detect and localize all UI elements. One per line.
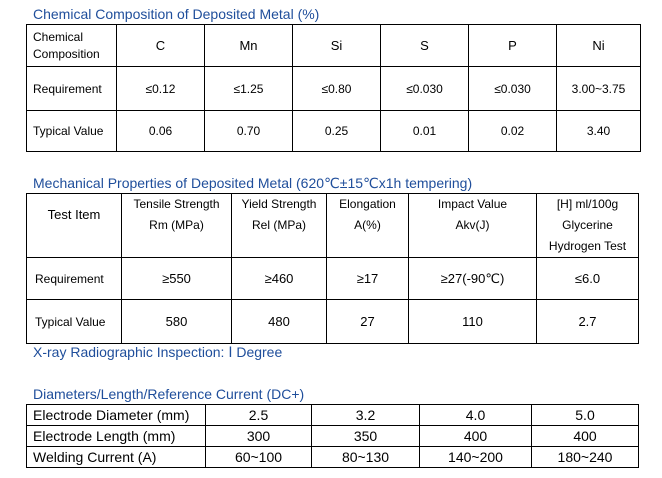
row-label: Electrode Length (mm) (27, 426, 206, 447)
row-label: Requirement (27, 258, 122, 300)
header-line: Rel (MPa) (251, 218, 306, 232)
row-label: Requirement (27, 67, 117, 111)
table-cell: 0.02 (469, 111, 557, 152)
table-header-row (27, 25, 641, 67)
table-cell: 110 (409, 300, 537, 344)
table-cell: 5.0 (532, 405, 639, 426)
table-cell: 400 (420, 426, 532, 447)
table-cell: 3.2 (312, 405, 420, 426)
diameters-table (26, 404, 639, 468)
header-line: [H] ml/100g (556, 197, 619, 211)
table-cell: ≤0.12 (117, 67, 205, 111)
table-cell: ≤0.030 (469, 67, 557, 111)
column-header-mn: Mn (205, 25, 293, 67)
table-cell: ≤6.0 (537, 258, 639, 300)
diameters-title: Diameters/Length/Reference Current (DC+) (33, 386, 305, 402)
header-line: Hydrogen Test (548, 239, 627, 253)
table-cell: 300 (206, 426, 312, 447)
table-cell: ≤1.25 (205, 67, 293, 111)
column-header-hydrogen-test (537, 194, 639, 258)
column-header-elongation (327, 194, 409, 258)
table-cell: 80~130 (312, 447, 420, 468)
header-line: Impact Value (437, 197, 508, 211)
column-header-yield-strength (232, 194, 327, 258)
table-cell: 0.25 (293, 111, 381, 152)
header-line: Chemical (33, 30, 84, 44)
table-row (27, 405, 639, 426)
column-header-tensile-strength (122, 194, 232, 258)
table-cell: ≤0.80 (293, 67, 381, 111)
table-cell: 400 (532, 426, 639, 447)
table-cell: 180~240 (532, 447, 639, 468)
column-header-c: C (117, 25, 205, 67)
table-row (27, 67, 641, 111)
row-label: Typical Value (27, 111, 117, 152)
header-line: A(%) (354, 218, 381, 232)
test-item-header: Test Item (27, 194, 122, 258)
table-cell: 580 (122, 300, 232, 344)
table-cell: 350 (312, 426, 420, 447)
table-row (27, 300, 639, 344)
column-header-impact-value (409, 194, 537, 258)
table-cell: 3.00~3.75 (557, 67, 641, 111)
header-line: Akv(J) (455, 218, 490, 232)
table-row (27, 111, 641, 152)
table-cell: 480 (232, 300, 327, 344)
header-line: Glycerine (562, 218, 613, 232)
column-header-p: P (469, 25, 557, 67)
table-row (27, 258, 639, 300)
row-label: Welding Current (A) (27, 447, 206, 468)
table-cell: ≥550 (122, 258, 232, 300)
table-header-row (27, 194, 639, 258)
chemical-composition-header (27, 25, 117, 67)
column-header-ni: Ni (557, 25, 641, 67)
xray-inspection-text: X-ray Radiographic Inspection: Ⅰ Degree (33, 344, 283, 360)
table-cell: 4.0 (420, 405, 532, 426)
header-line: Composition (33, 47, 100, 61)
mechanical-properties-title: Mechanical Properties of Deposited Metal (620℃±15℃x1h tempering) (33, 175, 473, 191)
table-cell: 0.70 (205, 111, 293, 152)
table-cell: 0.01 (381, 111, 469, 152)
header-line: Tensile Strength (133, 197, 220, 211)
table-cell: ≥460 (232, 258, 327, 300)
chemical-composition-table (26, 24, 641, 152)
table-cell: ≥27(-90℃) (409, 258, 537, 300)
table-row (27, 447, 639, 468)
table-cell: 2.7 (537, 300, 639, 344)
column-header-s: S (381, 25, 469, 67)
mechanical-properties-table (26, 193, 639, 344)
table-cell: ≥17 (327, 258, 409, 300)
header-line: Yield Strength (241, 197, 317, 211)
table-cell: ≤0.030 (381, 67, 469, 111)
table-cell: 27 (327, 300, 409, 344)
chemical-composition-title: Chemical Composition of Deposited Metal (%) (33, 6, 320, 22)
column-header-si: Si (293, 25, 381, 67)
table-cell: 60~100 (206, 447, 312, 468)
header-line: Rm (MPa) (149, 218, 204, 232)
table-cell: 140~200 (420, 447, 532, 468)
row-label: Typical Value (27, 300, 122, 344)
header-line: Elongation (339, 197, 396, 211)
table-cell: 2.5 (206, 405, 312, 426)
table-row (27, 426, 639, 447)
table-cell: 3.40 (557, 111, 641, 152)
table-cell: 0.06 (117, 111, 205, 152)
row-label: Electrode Diameter (mm) (27, 405, 206, 426)
